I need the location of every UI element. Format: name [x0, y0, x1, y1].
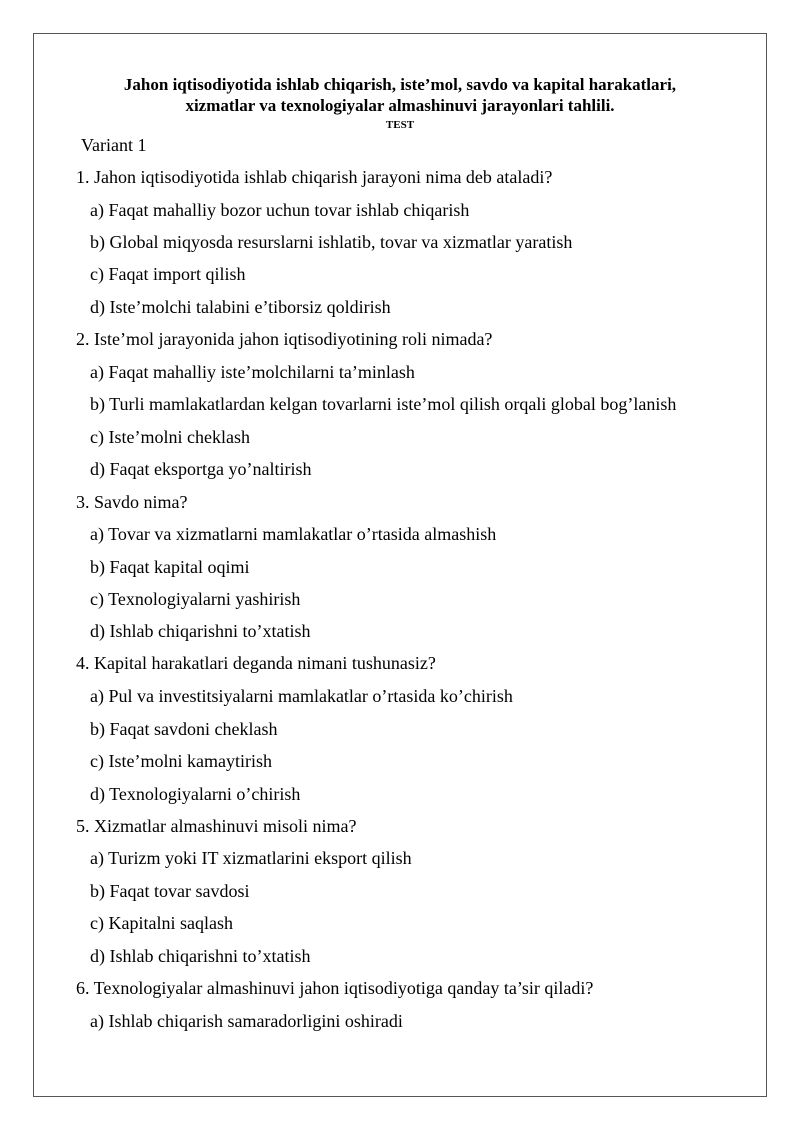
variant-label: Variant 1	[81, 135, 147, 155]
question-2-option-d: d) Faqat eksportga yo’naltirish	[90, 459, 312, 479]
document-subtitle: TEST	[385, 119, 415, 131]
question-1-option-b: b) Global miqyosda resurslarni ishlatib, tovar va xizmatlar yaratish	[90, 232, 573, 252]
question-3-option-b: b) Faqat kapital oqimi	[90, 557, 250, 577]
question-1-option-c: c) Faqat import qilish	[90, 264, 246, 284]
question-4-option-a: a) Pul va investitsiyalarni mamlakatlar o’rtasida ko’chirish	[90, 686, 513, 706]
question-1: 1. Jahon iqtisodiyotida ishlab chiqarish jarayoni nima deb ataladi?	[76, 167, 553, 187]
document-title-line-1: Jahon iqtisodiyotida ishlab chiqarish, iste’mol, savdo va kapital harakatlari,	[123, 75, 677, 94]
question-6: 6. Texnologiyalar almashinuvi jahon iqtisodiyotiga qanday ta’sir qiladi?	[76, 978, 594, 998]
question-2-option-c: c) Iste’molni cheklash	[90, 427, 250, 447]
question-1-option-d: d) Iste’molchi talabini e’tiborsiz qoldirish	[90, 297, 391, 317]
question-1-option-a: a) Faqat mahalliy bozor uchun tovar ishlab chiqarish	[90, 200, 470, 220]
document-title-line-2: xizmatlar va texnologiyalar almashinuvi jarayonlari tahlili.	[185, 96, 615, 115]
question-3-option-d: d) Ishlab chiqarishni to’xtatish	[90, 621, 311, 641]
question-3-option-c: c) Texnologiyalarni yashirish	[90, 589, 301, 609]
question-4-option-c: c) Iste’molni kamaytirish	[90, 751, 272, 771]
question-3-option-a: a) Tovar va xizmatlarni mamlakatlar o’rtasida almashish	[90, 524, 497, 544]
question-2-option-b: b) Turli mamlakatlardan kelgan tovarlarni iste’mol qilish orqali global bog’lanish	[90, 394, 677, 414]
question-4: 4. Kapital harakatlari deganda nimani tushunasiz?	[76, 653, 436, 673]
question-6-option-a: a) Ishlab chiqarish samaradorligini oshiradi	[90, 1011, 403, 1031]
question-5-option-a: a) Turizm yoki IT xizmatlarini eksport qilish	[90, 848, 412, 868]
question-5-option-d: d) Ishlab chiqarishni to’xtatish	[90, 946, 311, 966]
question-2: 2. Iste’mol jarayonida jahon iqtisodiyotining roli nimada?	[76, 329, 493, 349]
question-5-option-b: b) Faqat tovar savdosi	[90, 881, 250, 901]
question-4-option-b: b) Faqat savdoni cheklash	[90, 719, 278, 739]
question-2-option-a: a) Faqat mahalliy iste’molchilarni ta’minlash	[90, 362, 415, 382]
question-4-option-d: d) Texnologiyalarni o’chirish	[90, 784, 301, 804]
question-3: 3. Savdo nima?	[76, 492, 188, 512]
question-5: 5. Xizmatlar almashinuvi misoli nima?	[76, 816, 357, 836]
question-5-option-c: c) Kapitalni saqlash	[90, 913, 233, 933]
